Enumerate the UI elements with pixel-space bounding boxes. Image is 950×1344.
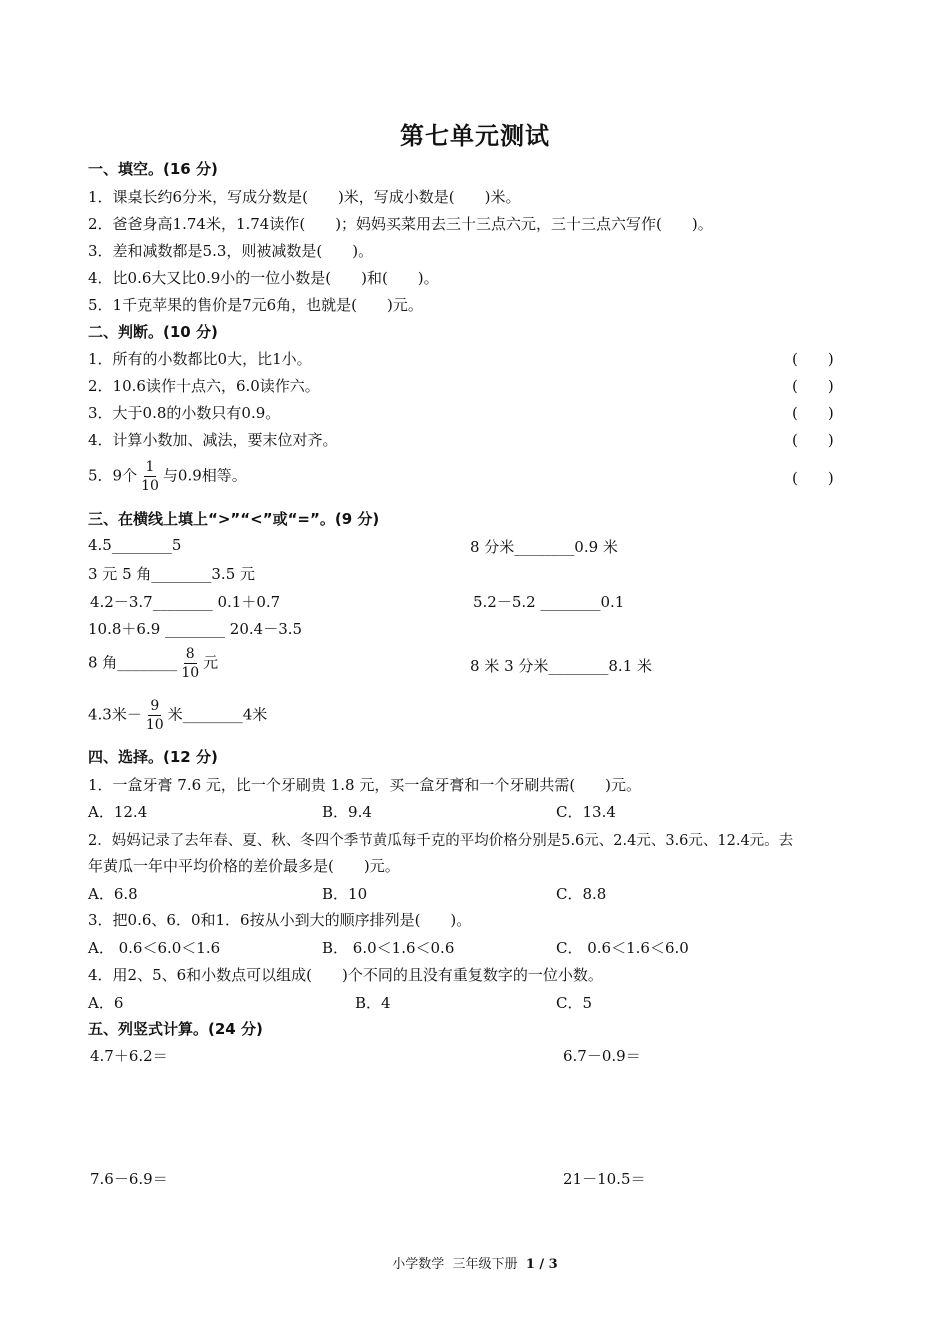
fraction-one-tenth bbox=[139, 458, 161, 495]
s5-problem-d: 21－10.5＝ bbox=[563, 1170, 646, 1188]
s1-question-4: 4．比0.6大又比0.9小的一位小数是( )和( )。 bbox=[88, 269, 439, 287]
s4-q3-option-c: C． 0.6＜1.6＜6.0 bbox=[556, 939, 689, 957]
s4-q4-option-b: B．4 bbox=[355, 994, 391, 1012]
fraction-eight-tenths bbox=[179, 645, 201, 682]
s2-answer-paren-3: ( ) bbox=[792, 404, 834, 422]
page-footer bbox=[0, 1253, 950, 1272]
s1-question-1: 1．课桌长约6分米，写成分数是( )米，写成小数是( )米。 bbox=[88, 188, 521, 206]
fraction-denominator: 10 bbox=[145, 717, 164, 733]
fraction-nine-tenths bbox=[144, 697, 166, 734]
section-1-header: 一、填空。(16 分) bbox=[88, 160, 218, 178]
s5-problem-a: 4.7＋6.2＝ bbox=[90, 1047, 168, 1065]
s2-answer-paren-2: ( ) bbox=[792, 377, 834, 395]
s4-q4-option-a: A．6 bbox=[88, 994, 124, 1012]
s4-q2-option-c: C．8.8 bbox=[556, 885, 607, 903]
s1-question-3: 3．差和减数都是5.3，则被减数是( )。 bbox=[88, 242, 374, 260]
s4-q4-option-c: C．5 bbox=[556, 994, 593, 1012]
s4-q1-option-c: C．13.4 bbox=[556, 803, 616, 821]
s4-q1-option-a: A．12.4 bbox=[88, 803, 148, 821]
fraction-denominator: 10 bbox=[141, 478, 159, 494]
s3-g-prefix: 8 角________ bbox=[88, 653, 178, 672]
fraction-denominator: 10 bbox=[181, 665, 200, 681]
s2-question-4: 4．计算小数加、减法，要末位对齐。 bbox=[88, 431, 338, 449]
s5-problem-b: 6.7－0.9＝ bbox=[563, 1047, 641, 1065]
s3-i-prefix: 4.3米－ bbox=[88, 705, 142, 724]
s3-i-suffix: 米________4米 bbox=[167, 705, 268, 724]
s3-g-suffix: 元 bbox=[203, 653, 219, 672]
s3-compare-g bbox=[88, 645, 218, 682]
s4-q3-option-b: B． 6.0＜1.6＜0.6 bbox=[322, 939, 455, 957]
fraction-numerator: 9 bbox=[150, 698, 160, 714]
fraction-numerator: 8 bbox=[185, 646, 195, 662]
s4-question-3: 3．把0.6、6．0和1．6按从小到大的顺序排列是( )。 bbox=[88, 911, 472, 929]
s4-q2-option-b: B．10 bbox=[322, 885, 368, 903]
s3-compare-a: 4.5________5 bbox=[88, 536, 182, 554]
s2-question-1: 1．所有的小数都比0大，比1小。 bbox=[88, 350, 312, 368]
s3-compare-c: 3 元 5 角________3.5 元 bbox=[88, 565, 256, 583]
s3-compare-f: 10.8＋6.9 ________ 20.4－3.5 bbox=[88, 620, 303, 638]
s2-question-5 bbox=[88, 458, 247, 495]
s4-question-2-line-1: 2．妈妈记录了去年春、夏、秋、冬四个季节黄瓜每千克的平均价格分别是5.6元、2.4元、3.6元、12.4元。去 bbox=[88, 833, 794, 849]
s2-question-2: 2．10.6读作十点六，6.0读作六。 bbox=[88, 377, 320, 395]
s4-q2-option-a: A．6.8 bbox=[88, 885, 138, 903]
s2-answer-paren-1: ( ) bbox=[792, 350, 834, 368]
s4-question-4: 4．用2、5、6和小数点可以组成( )个不同的且没有重复数字的一位小数。 bbox=[88, 966, 603, 984]
s3-compare-e: 5.2－5.2 ________0.1 bbox=[473, 593, 625, 611]
s2-answer-paren-5: ( ) bbox=[792, 469, 834, 487]
s3-compare-i bbox=[88, 697, 267, 734]
s5-problem-c: 7.6－6.9＝ bbox=[90, 1170, 168, 1188]
section-4-header: 四、选择。(12 分) bbox=[88, 748, 218, 766]
s2-answer-paren-4: ( ) bbox=[792, 431, 834, 449]
section-2-header: 二、判断。(10 分) bbox=[88, 323, 218, 341]
s4-q3-option-a: A． 0.6＜6.0＜1.6 bbox=[88, 939, 221, 957]
page-title: 第七单元测试 bbox=[400, 121, 550, 150]
s3-compare-b: 8 分米________0.9 米 bbox=[470, 538, 618, 556]
s3-compare-h: 8 米 3 分米________8.1 米 bbox=[470, 657, 653, 675]
section-3-header: 三、在横线上填上“>”“<”或“=”。(9 分) bbox=[88, 510, 380, 528]
s1-question-2: 2．爸爸身高1.74米，1.74读作( )；妈妈买菜用去三十三点六元，三十三点六写作( )。 bbox=[88, 215, 713, 233]
s2-q5-suffix: 与0.9相等。 bbox=[162, 466, 247, 485]
s3-compare-d: 4.2－3.7________ 0.1＋0.7 bbox=[90, 593, 281, 611]
s2-question-3: 3．大于0.8的小数只有0.9。 bbox=[88, 404, 281, 422]
footer-label: 小学数学 三年级下册 bbox=[392, 1257, 526, 1272]
s1-question-5: 5．1千克苹果的售价是7元6角，也就是( )元。 bbox=[88, 296, 423, 314]
page-number: 1 / 3 bbox=[525, 1257, 558, 1272]
fraction-numerator: 1 bbox=[145, 459, 155, 475]
s4-q1-option-b: B．9.4 bbox=[322, 803, 372, 821]
s4-question-1: 1．一盒牙膏 7.6 元，比一个牙刷贵 1.8 元，买一盒牙膏和一个牙刷共需( )元。 bbox=[88, 776, 642, 794]
s4-question-2-line-2: 年黄瓜一年中平均价格的差价最多是( )元。 bbox=[88, 857, 400, 875]
section-5-header: 五、列竖式计算。(24 分) bbox=[88, 1020, 263, 1038]
s2-q5-prefix: 5．9个 bbox=[88, 466, 138, 485]
